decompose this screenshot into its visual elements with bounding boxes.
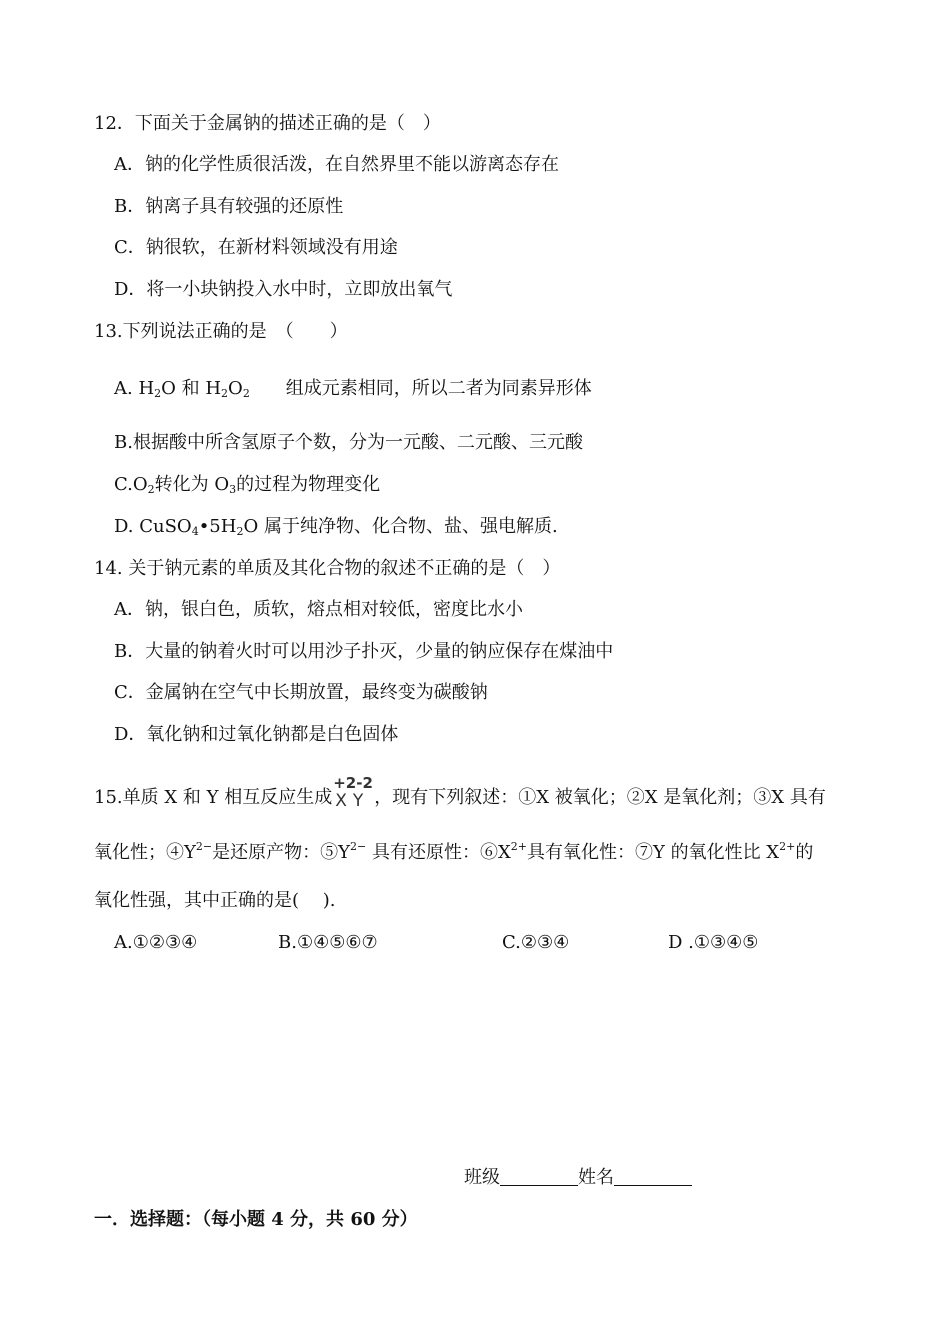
name-blank[interactable] — [614, 1167, 692, 1186]
q13-d-rest: O 属于纯净物、化合物、盐、强电解质. — [243, 516, 558, 537]
q13-a-mid1: O 和 H — [161, 378, 222, 399]
q15-l2-c: 具有还原性：⑥X — [366, 842, 511, 863]
q15-option-d: D .①③④⑤ — [668, 932, 759, 953]
q13-d-sub1: 4 — [191, 525, 199, 538]
q13-c-prefix: C.O — [114, 474, 148, 495]
q15-l2-b: 是还原产物：⑤Y — [212, 842, 350, 863]
q15-l2-d: 具有氧化性：⑦Y 的氧化性比 X — [526, 842, 780, 863]
q13-c-rest: 的过程为物理变化 — [236, 474, 381, 495]
section-title: 一．选择题：（每小题 4 分，共 60 分） — [94, 1209, 418, 1230]
q13-d-sub2: 2 — [236, 525, 244, 538]
q15-sup-y2: 2− — [350, 840, 367, 853]
q14-option-c: C．金属钠在空气中长期放置，最终变为碳酸钠 — [114, 682, 488, 703]
q12-option-d: D．将一小块钠投入水中时，立即放出氧气 — [114, 279, 453, 300]
q15-stem-suffix: ，现有下列叙述：①X 被氧化；②X 是氧化剂；③X 具有 — [374, 787, 826, 808]
q15-option-a: A.①②③④ — [114, 932, 198, 953]
q13-c-sub1: 2 — [147, 483, 155, 496]
q15-stem-line1 — [94, 774, 826, 811]
q13-stem: 13.下列说法正确的是 （ ） — [94, 321, 348, 342]
q12-option-a: A．钠的化学性质很活泼，在自然界里不能以游离态存在 — [114, 154, 559, 175]
q14-option-b: B．大量的钠着火时可以用沙子扑灭，少量的钠应保存在煤油中 — [114, 641, 614, 662]
q13-c-sub2: 3 — [229, 483, 237, 496]
q13-c-mid: 转化为 O — [154, 474, 230, 495]
q14-stem: 14. 关于钠元素的单质及其化合物的叙述不正确的是（ ） — [94, 558, 561, 579]
q13-a-sub3: 2 — [242, 387, 250, 400]
q15-l2-e: 的 — [795, 842, 814, 863]
q13-a-sub2: 2 — [221, 387, 229, 400]
q13-a-prefix: A. H — [114, 378, 155, 399]
q13-option-c — [114, 473, 380, 497]
q15-sup-y1: 2− — [195, 840, 213, 853]
class-blank[interactable] — [500, 1167, 578, 1186]
q13-a-rest: 组成元素相同，所以二者为同素异形体 — [249, 378, 592, 399]
q15-l2-a: 氧化性；④Y — [94, 842, 196, 863]
class-name-row — [464, 1166, 692, 1190]
q12-option-b: B．钠离子具有较强的还原性 — [114, 196, 344, 217]
class-label: 班级 — [464, 1167, 500, 1188]
q13-option-a — [114, 377, 592, 401]
q15-formula-charges: +2-2 — [333, 774, 373, 792]
q13-a-sub1: 2 — [154, 387, 162, 400]
q15-option-b: B.①④⑤⑥⑦ — [278, 932, 378, 953]
q14-option-d: D．氧化钠和过氧化钠都是白色固体 — [114, 724, 399, 745]
q13-option-d — [114, 515, 558, 539]
q15-option-c: C.②③④ — [502, 932, 570, 953]
q12-stem: 12．下面关于金属钠的描述正确的是（ ） — [94, 113, 441, 134]
q15-sup-x1: 2+ — [510, 840, 527, 853]
q15-stem-prefix: 15.单质 X 和 Y 相互反应生成 — [94, 787, 333, 808]
q13-d-mid: •5H — [198, 516, 237, 537]
q15-formula-xy: XY — [335, 791, 370, 811]
q13-a-mid2: O — [228, 378, 243, 399]
q15-stem-line3: 氧化性强，其中正确的是( ). — [94, 890, 336, 911]
q13-option-b: B.根据酸中所含氢原子个数，分为一元酸、二元酸、三元酸 — [114, 432, 583, 453]
q14-option-a: A．钠，银白色，质软，熔点相对较低，密度比水小 — [114, 599, 523, 620]
q15-stem-line2 — [94, 841, 813, 865]
q13-d-prefix: D. CuSO — [114, 516, 192, 537]
q15-formula-image — [332, 774, 374, 811]
q15-sup-x2: 2+ — [779, 840, 796, 853]
q12-option-c: C．钠很软，在新材料领域没有用途 — [114, 237, 398, 258]
name-label: 姓名 — [578, 1167, 614, 1188]
